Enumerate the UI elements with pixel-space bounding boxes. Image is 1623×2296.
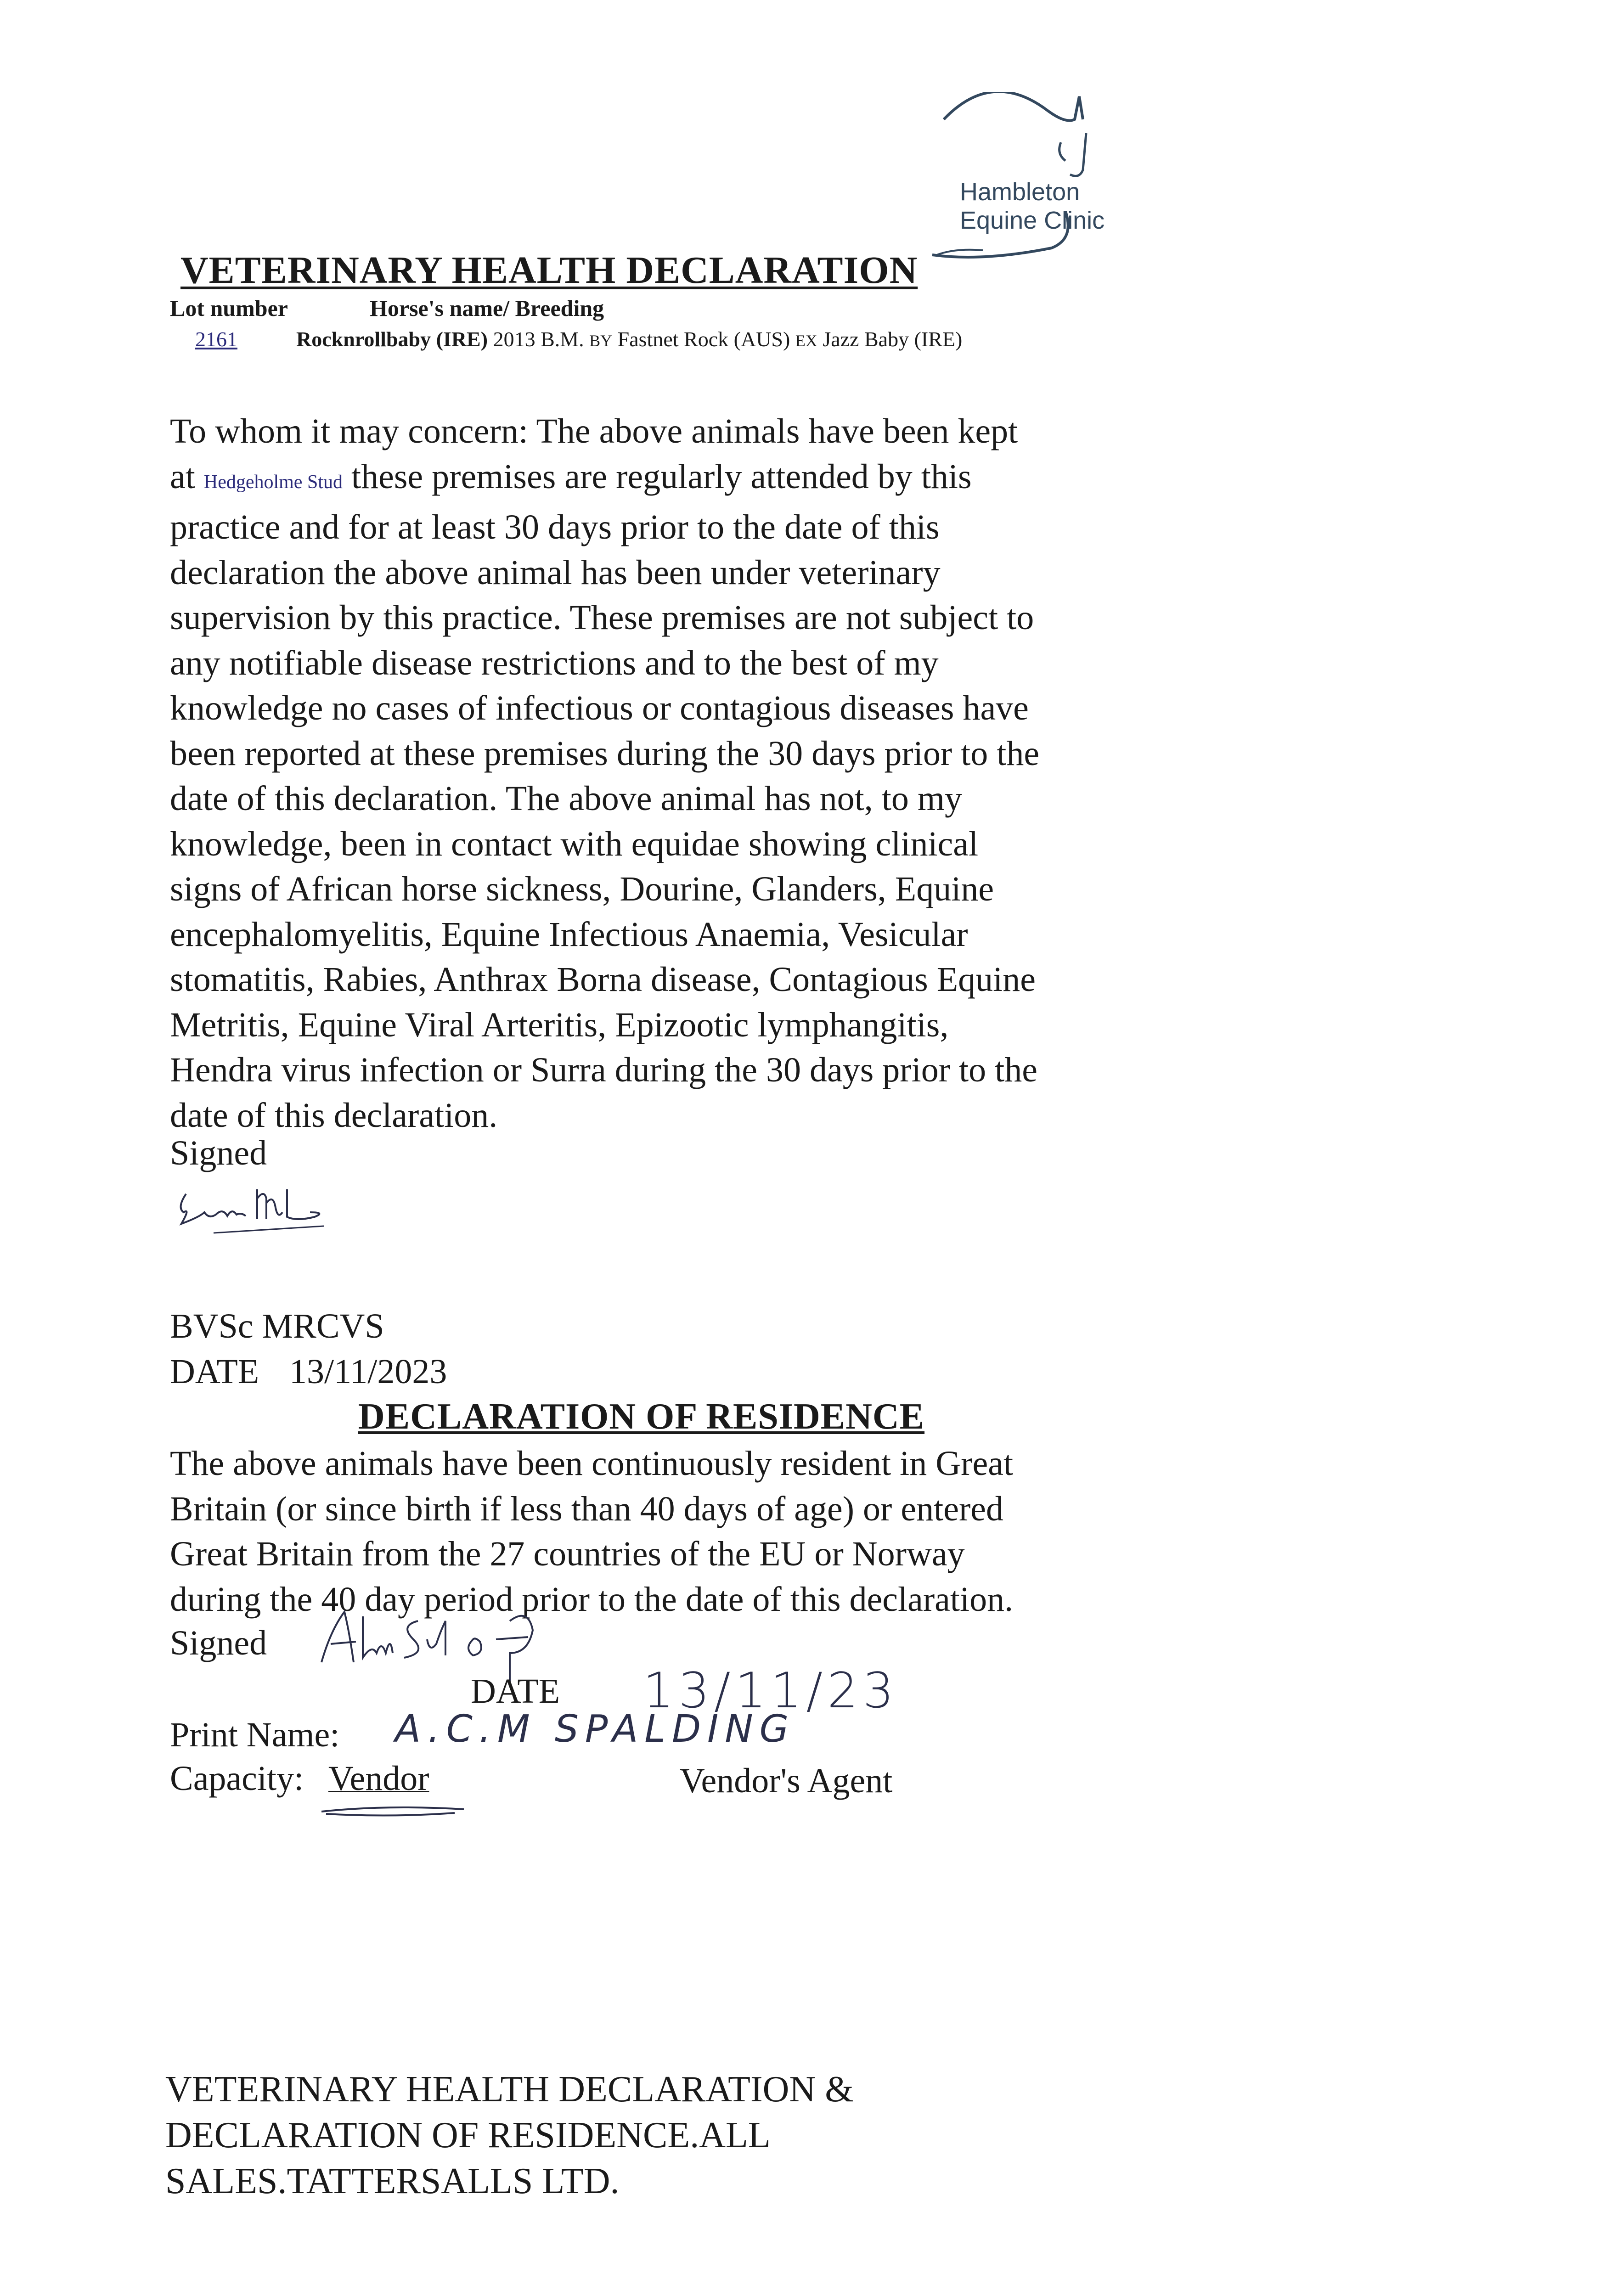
by-label: BY xyxy=(589,332,613,350)
vhd-paragraph-line: practice and for at least 30 days prior to the date of this xyxy=(170,508,940,546)
capacity-vendor-option: Vendor xyxy=(328,1759,429,1798)
vhd-paragraph-line: knowledge, been in contact with equidae showing clinical xyxy=(170,824,979,863)
vhd-paragraph-line xyxy=(170,454,1203,505)
vhd-title: VETERINARY HEALTH DECLARATION xyxy=(180,249,918,292)
horse-breeding-line xyxy=(296,327,962,351)
footer-line: VETERINARY HEALTH DECLARATION & xyxy=(165,2069,854,2110)
print-name-value: A.C.M SPALDING xyxy=(395,1707,795,1751)
dor-date-label: DATE xyxy=(471,1672,560,1711)
capacity-agent-option: Vendor's Agent xyxy=(680,1761,893,1800)
vendor-selection-underline xyxy=(317,1800,468,1818)
vhd-paragraph-line: date of this declaration. xyxy=(170,1096,498,1135)
vet-qualifications: BVSc MRCVS xyxy=(170,1307,384,1345)
print-name-label: Print Name: xyxy=(170,1716,340,1754)
lot-number-heading: Lot number xyxy=(170,295,288,321)
vhd-paragraph-line: signs of African horse sickness, Dourine, Glanders, Equine xyxy=(170,870,994,908)
vhd-paragraph-line: any notifiable disease restrictions and to the best of my xyxy=(170,643,939,682)
vhd-paragraph-line: been reported at these premises during the 30 days prior to the xyxy=(170,734,1040,773)
horse-details: 2013 B.M. xyxy=(493,327,584,351)
horse-name-heading: Horse's name/ Breeding xyxy=(370,295,604,321)
logo-text-hambleton: Hambleton xyxy=(960,178,1080,206)
vhd-paragraph xyxy=(170,409,1203,1138)
vet-signature xyxy=(172,1180,338,1244)
vhd-paragraph-line: date of this declaration. The above animal has not, to my xyxy=(170,779,962,818)
vendor-signed-label: Signed xyxy=(170,1624,267,1662)
dam-name: Jazz Baby (IRE) xyxy=(823,327,963,351)
at-word: at xyxy=(170,457,195,496)
vhd-paragraph-line: knowledge no cases of infectious or contagious diseases have xyxy=(170,689,1029,727)
dor-paragraph-line: Great Britain from the 27 countries of the EU or Norway xyxy=(170,1535,965,1573)
lot-number-value: 2161 xyxy=(195,327,237,351)
logo-text-equine-clinic: Equine Clinic xyxy=(960,207,1105,234)
dor-paragraph xyxy=(170,1441,1203,1622)
vhd-date-value: 13/11/2023 xyxy=(289,1352,447,1391)
vhd-paragraph-line: stomatitis, Rabies, Anthrax Borna disease, Contagious Equine xyxy=(170,960,1036,999)
dor-title: DECLARATION OF RESIDENCE xyxy=(358,1396,925,1437)
premises-name: Hedgeholme Stud xyxy=(203,471,343,493)
vhd-paragraph-line: encephalomyelitis, Equine Infectious Anaemia, Vesicular xyxy=(170,915,968,954)
footer-text xyxy=(165,2066,853,2204)
horse-name: Rocknrollbaby (IRE) xyxy=(296,327,488,351)
footer-line: DECLARATION OF RESIDENCE.ALL xyxy=(165,2115,771,2155)
vhd-paragraph-line: Hendra virus infection or Surra during the 30 days prior to the xyxy=(170,1051,1037,1089)
sire-name: Fastnet Rock (AUS) xyxy=(617,327,790,351)
vhd-paragraph-line: declaration the above animal has been under veterinary xyxy=(170,553,941,592)
dor-date-value: 13/11/23 xyxy=(643,1662,899,1719)
vhd-line2-rest: these premises are regularly attended by this xyxy=(351,457,972,496)
vhd-paragraph-line: supervision by this practice. These premises are not subject to xyxy=(170,598,1034,637)
dor-paragraph-line: The above animals have been continuously resident in Great xyxy=(170,1444,1014,1483)
footer-line: SALES.TATTERSALLS LTD. xyxy=(165,2161,620,2201)
capacity-label: Capacity: xyxy=(170,1759,304,1798)
vhd-date-label: DATE xyxy=(170,1352,259,1391)
vhd-paragraph-line: Metritis, Equine Viral Arteritis, Epizootic lymphangitis, xyxy=(170,1005,949,1044)
ex-label: EX xyxy=(795,332,817,350)
dor-paragraph-line: during the 40 day period prior to the date of this declaration. xyxy=(170,1580,1014,1619)
vhd-paragraph-line: To whom it may concern: The above animals have been kept xyxy=(170,412,1018,450)
vet-signed-label: Signed xyxy=(170,1134,267,1172)
dor-paragraph-line: Britain (or since birth if less than 40 days of age) or entered xyxy=(170,1489,1003,1528)
